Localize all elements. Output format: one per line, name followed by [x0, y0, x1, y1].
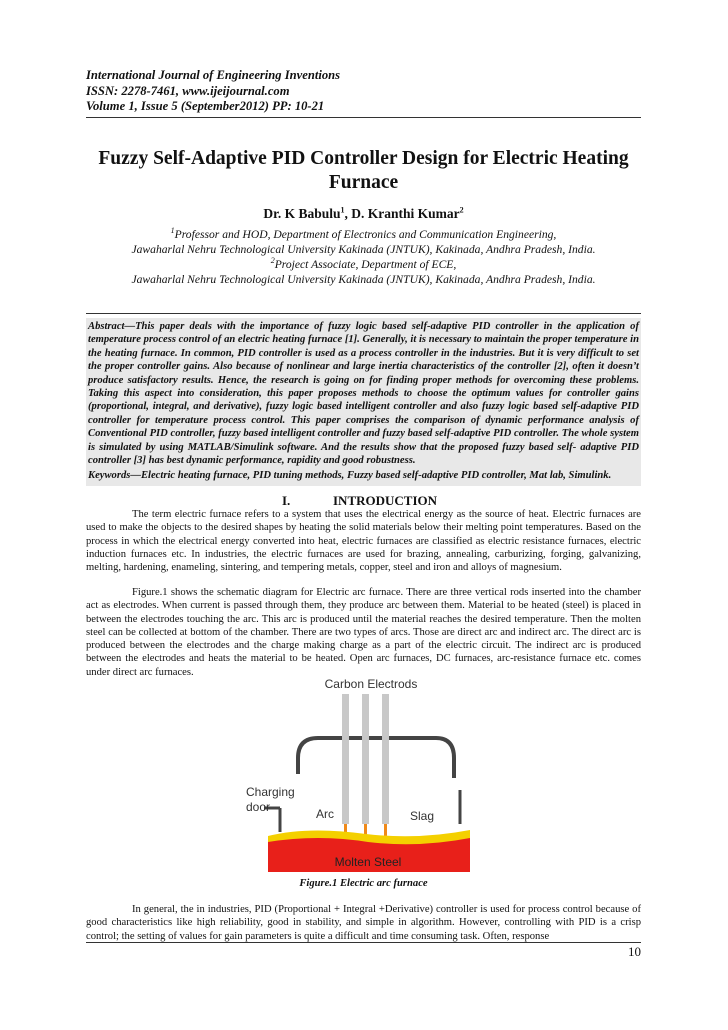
affiliation-1-sup: 1 — [170, 226, 175, 236]
footer-rule — [86, 942, 641, 943]
electrode-right — [382, 694, 389, 824]
paper-title — [86, 147, 641, 195]
affiliation-1-role: Professor and HOD, Department of Electronics and Communication Engineering, — [174, 228, 557, 241]
author-2-sup: 2 — [459, 205, 464, 215]
abstract-text: Abstract—This paper deals with the importance of fuzzy logic based self-adaptive PID controller in the application of temperature process control of an electric heating furnace [1]. Generally, it is necessary to maintain the proper temperature in the heating furnace. In common, PID controller is used as a process controller in the industries. But it is very difficult to set the proper controller gains. Also because of nonlinear and large inertia characteristics of the controller [2], often it doesn’t produce satisfactory results. Hence, the research is going on for finding proper methods for overcoming these problems. Taking this aspect into consideration, this paper proposes methods to choose the optimum values for controller gains (proportional, integral, and derivative), fuzzy logic based intelligent controller and also fuzzy logic based self-adaptive PID controller for temperature process control. This paper comprises the comparison of dynamic performance analysis of Conventional PID controller, fuzzy based intelligent controller and fuzzy based self-adaptive PID controller. The whole system is simulated by using MATLAB/Simulink software. And the results show that the proposed fuzzy based self- adaptive PID controller [3] has best dynamic performance, rapidity and good robustness. — [88, 321, 639, 467]
author-2: D. Kranthi Kumar — [351, 206, 460, 221]
figure-label-door: door — [246, 800, 271, 814]
header-rule — [86, 117, 641, 118]
journal-issn: ISSN: 2278-7461, www.ijeijournal.com — [86, 83, 290, 98]
affiliation-2 — [86, 257, 641, 287]
author-1-sup: 1 — [340, 205, 345, 215]
section-title: INTRODUCTION — [333, 493, 438, 508]
affiliation-2-inst: Jawaharlal Nehru Technological University Kakinada (JNTUK), Kakinada, Andhra Pradesh, India. — [131, 273, 596, 286]
page-number: 10 — [628, 944, 641, 959]
paragraph-3: In general, the in industries, PID (Proportional + Integral +Derivative) controller is used for process control because of good characteristics like high reliability, good in stability, and simple in algorithm. However, controlling with PID is a crisp control; the setting of values for gain parameters is quite a difficult and time consuming task. Often, response — [86, 904, 641, 942]
figure-caption: Figure.1 Electric arc furnace — [299, 878, 428, 889]
authors — [86, 206, 641, 222]
figure-label-molten-steel: Molten Steel — [334, 855, 402, 869]
affiliation-1 — [86, 227, 641, 257]
author-1: Dr. K Babulu — [263, 206, 341, 221]
electrode-left — [342, 694, 349, 824]
furnace-roof — [298, 738, 454, 778]
journal-header — [86, 68, 340, 115]
figure-label-arc: Arc — [316, 807, 334, 821]
affiliation-2-role: Project Associate, Department of ECE, — [274, 258, 457, 271]
figure-label-carbon-electrods: Carbon Electrods — [324, 677, 418, 691]
affiliation-2-sup: 2 — [270, 256, 275, 266]
section-number: I. — [282, 493, 291, 508]
journal-name: International Journal of Engineering Inventions — [86, 68, 341, 82]
paragraph-2: Figure.1 shows the schematic diagram for Electric arc furnace. There are three vertical rods inserted into the chamber act as electrodes. When current is passed through them, they produce arc between them. Material to be heated (steel) is placed in between the electrodes touching the arc. This arc is produced until the material reaches the desired temperature. Then the molten steel can be collected at bottom of the chamber. There are two types of arcs. Those are direct arc and indirect arc. The direct arc is produced between the electrodes and the charge making charge as a part of the electric circuit. The indirect arc is produced between the electrodes and heats the material to be heated. Open arc furnaces, DC furnaces, arc-resistance furnace etc. comes under direct arc furnaces. — [86, 587, 641, 678]
title-line-2: Furnace — [328, 172, 399, 193]
electric-arc-furnace-figure — [238, 674, 478, 874]
figure-label-charging: Charging — [246, 785, 295, 799]
affiliation-1-inst: Jawaharlal Nehru Technological University Kakinada (JNTUK), Kakinada, Andhra Pradesh, India. — [131, 243, 596, 256]
author-separator: , — [344, 206, 352, 221]
keywords: Keywords—Electric heating furnace, PID tuning methods, Fuzzy based self-adaptive PID controller, Mat lab, Simulink. — [88, 470, 612, 481]
figure-label-slag: Slag — [410, 809, 435, 823]
abstract-top-rule — [86, 313, 641, 314]
electrode-center — [362, 694, 369, 824]
title-line-1: Fuzzy Self-Adaptive PID Controller Design for Electric Heating — [98, 148, 629, 169]
journal-volume: Volume 1, Issue 5 (September2012) PP: 10-21 — [86, 99, 325, 114]
paragraph-1: The term electric furnace refers to a system that uses the electrical energy as the source of heat. Electric furnaces are used to make the objects to the desired shapes by heating the solid materials below their melting point temperatures. Based on the process in which the electrical energy converted into heat, electric furnaces are classified as electric resistance furnaces, electric induction furnaces etc. In industries, the electric furnaces are used for brazing, annealing, carburizing, forging, galvanizing, melting, hardening, enameling, sintering, and tempering metals, copper, steel and iron and alloys of magnesium. — [86, 509, 641, 574]
